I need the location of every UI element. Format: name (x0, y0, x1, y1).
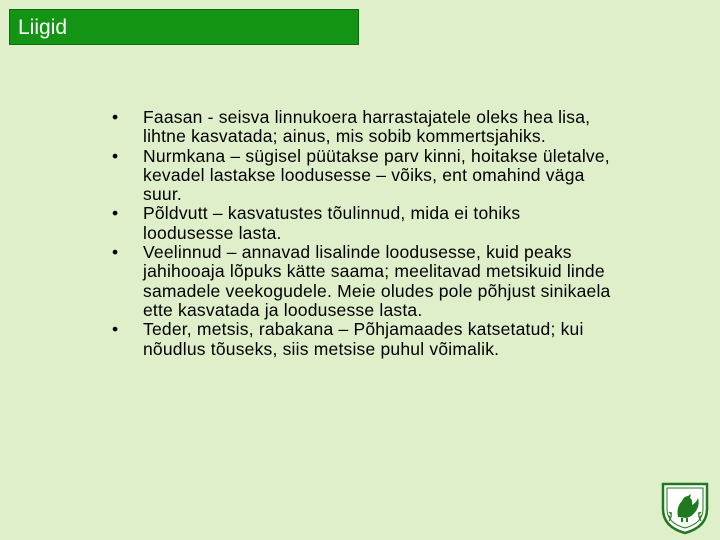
bullet-text: Põldvutt – kasvatustes tõulinnud, mida ei tohiks loodusesse lasta. (143, 203, 521, 243)
bullet-marker: • (112, 107, 119, 127)
bullet-item (112, 320, 612, 359)
bullet-marker: • (112, 203, 119, 224)
hunting-association-crest-icon (660, 481, 710, 535)
bullet-text: Faasan - seisva linnukoera harrastajatele oleks hea lisa, lihtne kasvatada; ainus, mis sobib kommertsjahiks. (143, 107, 591, 147)
bullet-marker: • (112, 145, 119, 166)
bullet-item (112, 204, 612, 243)
bullet-text: Teder, metsis, rabakana – Põhjamaades katsetatud; kui nõudlus tõuseks, siis metsise puhul võimalik. (143, 319, 584, 359)
bullet-item (112, 108, 612, 147)
bullet-text: Nurmkana – sügisel püütakse parv kinni, hoitakse ületalve, kevadel lastakse loodusesse – võiks, ent omahind väga suur. (143, 145, 610, 205)
bullet-list (112, 108, 612, 359)
slide-title: Liigid (18, 16, 68, 39)
bullet-text: Veelinnud – annavad lisalinde loodusesse, kuid peaks jahihooaja lõpuks kätte saama; meelitavad metsikuid linde samadele veekogudele. Meie oludes pole põhjust sinikaela ette kasvatada ja loodusesse lasta. (143, 242, 611, 320)
bullet-marker: • (112, 242, 119, 263)
title-bar (9, 9, 359, 45)
bullet-item (112, 147, 612, 205)
bullet-marker: • (112, 319, 119, 340)
bullet-item (112, 243, 612, 320)
